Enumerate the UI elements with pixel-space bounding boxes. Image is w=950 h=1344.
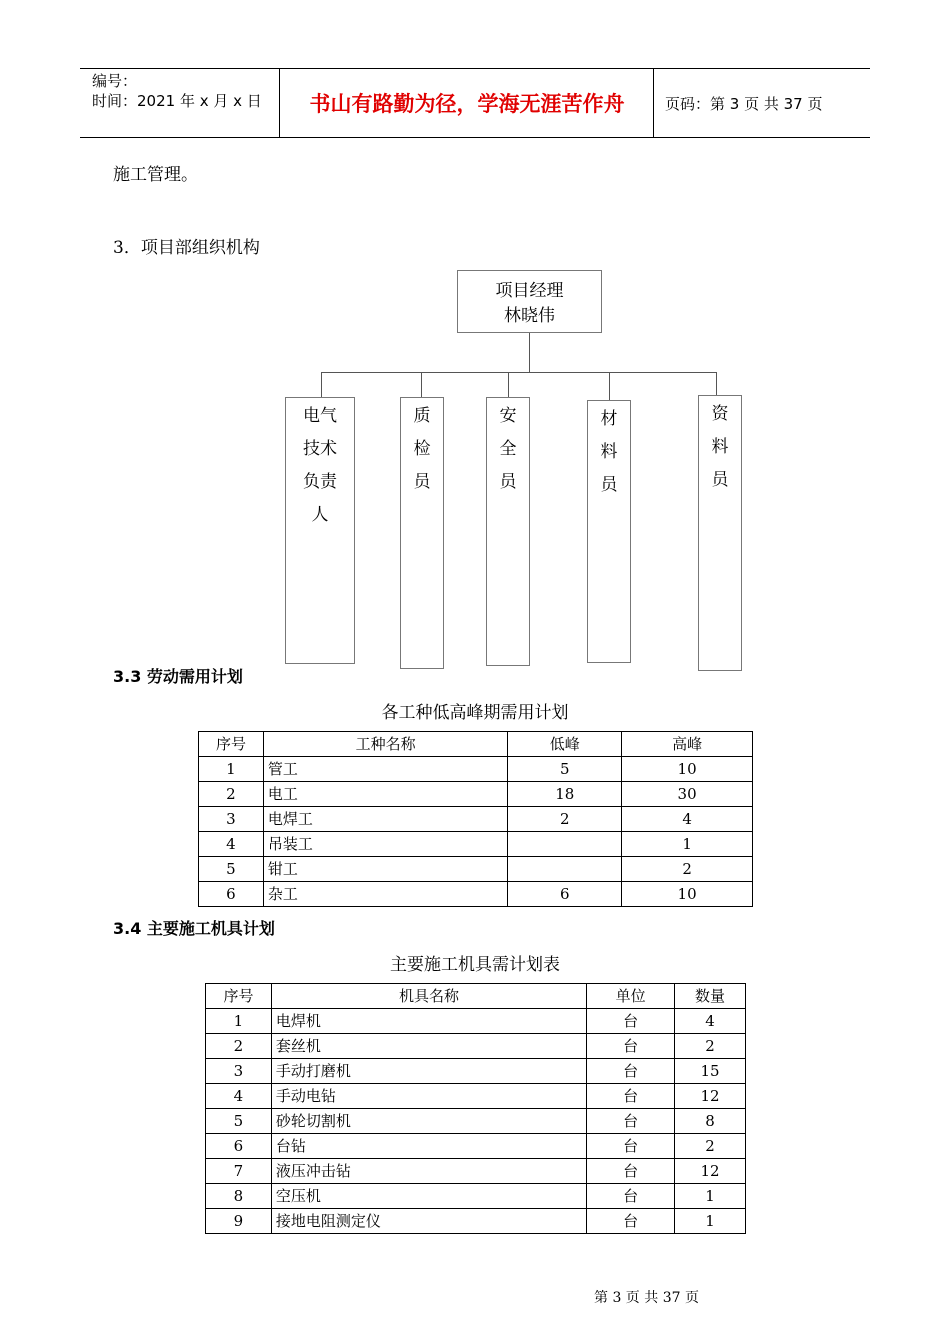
table-cell: 30 (622, 782, 753, 807)
table-cell: 空压机 (271, 1184, 586, 1209)
labor-table (198, 731, 753, 907)
table-row (206, 1184, 746, 1209)
table-cell: 10 (622, 882, 753, 907)
table-cell: 5 (199, 857, 264, 882)
table-cell: 1 (199, 757, 264, 782)
number-label: 编号： (92, 72, 138, 90)
table-row (199, 832, 753, 857)
table-cell: 套丝机 (271, 1034, 586, 1059)
table-cell: 2 (508, 807, 622, 832)
table-row (199, 857, 753, 882)
table-cell: 1 (206, 1009, 272, 1034)
column-header: 序号 (206, 984, 272, 1009)
org-box-line: 安 (499, 406, 517, 426)
org-box-line: 人 (311, 505, 329, 525)
table-cell: 6 (206, 1134, 272, 1159)
table-cell: 2 (675, 1134, 746, 1159)
table-cell: 台 (587, 1134, 675, 1159)
table-row (206, 1109, 746, 1134)
org-box-line: 检 (413, 439, 431, 459)
table-cell: 台 (587, 1159, 675, 1184)
column-header: 数量 (675, 984, 746, 1009)
table-cell: 手动电钻 (271, 1084, 586, 1109)
org-box-line: 员 (413, 472, 431, 492)
table-row (199, 882, 753, 907)
table-cell: 12 (675, 1084, 746, 1109)
org-box-line: 资 (711, 404, 729, 424)
org-connector (609, 372, 610, 400)
org-box-electrical (285, 397, 355, 664)
table-cell: 3 (206, 1059, 272, 1084)
table-cell: 4 (622, 807, 753, 832)
table-cell: 4 (675, 1009, 746, 1034)
table-cell: 8 (206, 1184, 272, 1209)
paragraph: 施工管理。 (113, 165, 198, 185)
column-header: 单位 (587, 984, 675, 1009)
column-header: 低峰 (508, 732, 622, 757)
org-connector (321, 372, 717, 373)
table-cell: 4 (206, 1084, 272, 1109)
table-cell: 手动打磨机 (271, 1059, 586, 1084)
table-cell: 1 (675, 1184, 746, 1209)
table-row (206, 1134, 746, 1159)
table-cell: 电焊机 (271, 1009, 586, 1034)
table-cell: 8 (675, 1109, 746, 1134)
table-caption: 各工种低高峰期需用计划 (381, 703, 569, 723)
table-cell: 台钻 (271, 1134, 586, 1159)
table-row (206, 1034, 746, 1059)
table-cell: 18 (508, 782, 622, 807)
org-box-line: 全 (499, 439, 517, 459)
time-label: 时间：2021 年 x 月 x 日 (92, 92, 262, 110)
org-box-line: 料 (600, 442, 618, 462)
org-connector (321, 372, 322, 397)
table-cell: 台 (587, 1009, 675, 1034)
org-box-qc (400, 397, 444, 669)
section-heading: 3.4 主要施工机具计划 (113, 919, 275, 938)
table-cell: 12 (675, 1159, 746, 1184)
org-top-title: 项目经理 (495, 281, 564, 301)
table-cell: 钳工 (263, 857, 508, 882)
table-row (206, 1159, 746, 1184)
equipment-table (205, 983, 746, 1234)
table-cell: 1 (675, 1209, 746, 1234)
org-box-line: 质 (413, 406, 431, 426)
table-cell: 液压冲击钻 (271, 1159, 586, 1184)
org-box-line: 材 (600, 409, 618, 429)
table-cell: 2 (675, 1034, 746, 1059)
table-cell: 6 (199, 882, 264, 907)
table-cell: 台 (587, 1209, 675, 1234)
table-caption: 主要施工机具需计划表 (390, 955, 560, 975)
table-cell: 9 (206, 1209, 272, 1234)
table-cell: 2 (199, 782, 264, 807)
org-heading: 3．项目部组织机构 (113, 238, 260, 258)
table-cell: 6 (508, 882, 622, 907)
table-cell: 电工 (263, 782, 508, 807)
table-cell (508, 832, 622, 857)
org-box-materials (587, 400, 631, 663)
org-box-line: 员 (711, 470, 729, 490)
table-cell: 吊装工 (263, 832, 508, 857)
table-row (206, 1059, 746, 1084)
org-box-line: 电气 (303, 406, 337, 426)
column-header: 高峰 (622, 732, 753, 757)
table-row (199, 782, 753, 807)
table-cell: 2 (206, 1034, 272, 1059)
table-cell: 7 (206, 1159, 272, 1184)
table-row (206, 1209, 746, 1234)
page-header (80, 68, 870, 138)
org-connector (421, 372, 422, 397)
table-cell: 3 (199, 807, 264, 832)
org-box-line: 负责 (303, 472, 337, 492)
org-connector (716, 372, 717, 395)
org-box-line: 料 (711, 437, 729, 457)
table-row (206, 1009, 746, 1034)
column-header: 工种名称 (263, 732, 508, 757)
table-cell: 台 (587, 1034, 675, 1059)
table-row (199, 807, 753, 832)
page-footer: 第 3 页 共 37 页 (594, 1290, 699, 1306)
table-cell: 电焊工 (263, 807, 508, 832)
org-connector (529, 333, 530, 372)
table-cell: 接地电阻测定仪 (271, 1209, 586, 1234)
header-meta (80, 69, 280, 137)
header-motto: 书山有路勤为径，学海无涯苦作舟 (281, 69, 654, 137)
table-cell: 5 (508, 757, 622, 782)
table-cell: 杂工 (263, 882, 508, 907)
table-cell: 10 (622, 757, 753, 782)
column-header: 机具名称 (271, 984, 586, 1009)
table-cell: 台 (587, 1059, 675, 1084)
table-header-row (199, 732, 753, 757)
table-row (199, 757, 753, 782)
org-box-line: 技术 (303, 439, 337, 459)
org-top-box (457, 270, 602, 333)
org-box-line: 员 (499, 472, 517, 492)
org-top-name: 林晓伟 (504, 306, 555, 326)
column-header: 序号 (199, 732, 264, 757)
org-connector (508, 372, 509, 397)
table-cell (508, 857, 622, 882)
section-heading: 3.3 劳动需用计划 (113, 667, 243, 686)
table-cell: 台 (587, 1109, 675, 1134)
table-cell: 15 (675, 1059, 746, 1084)
table-cell: 台 (587, 1184, 675, 1209)
table-cell: 管工 (263, 757, 508, 782)
header-page-info: 页码：第 3 页 共 37 页 (665, 94, 823, 113)
table-header-row (206, 984, 746, 1009)
table-cell: 2 (622, 857, 753, 882)
org-box-safety (486, 397, 530, 666)
table-cell: 4 (199, 832, 264, 857)
org-box-documents (698, 395, 742, 671)
table-cell: 砂轮切割机 (271, 1109, 586, 1134)
table-cell: 5 (206, 1109, 272, 1134)
table-cell: 台 (587, 1084, 675, 1109)
table-row (206, 1084, 746, 1109)
org-box-line: 员 (600, 475, 618, 495)
table-cell: 1 (622, 832, 753, 857)
